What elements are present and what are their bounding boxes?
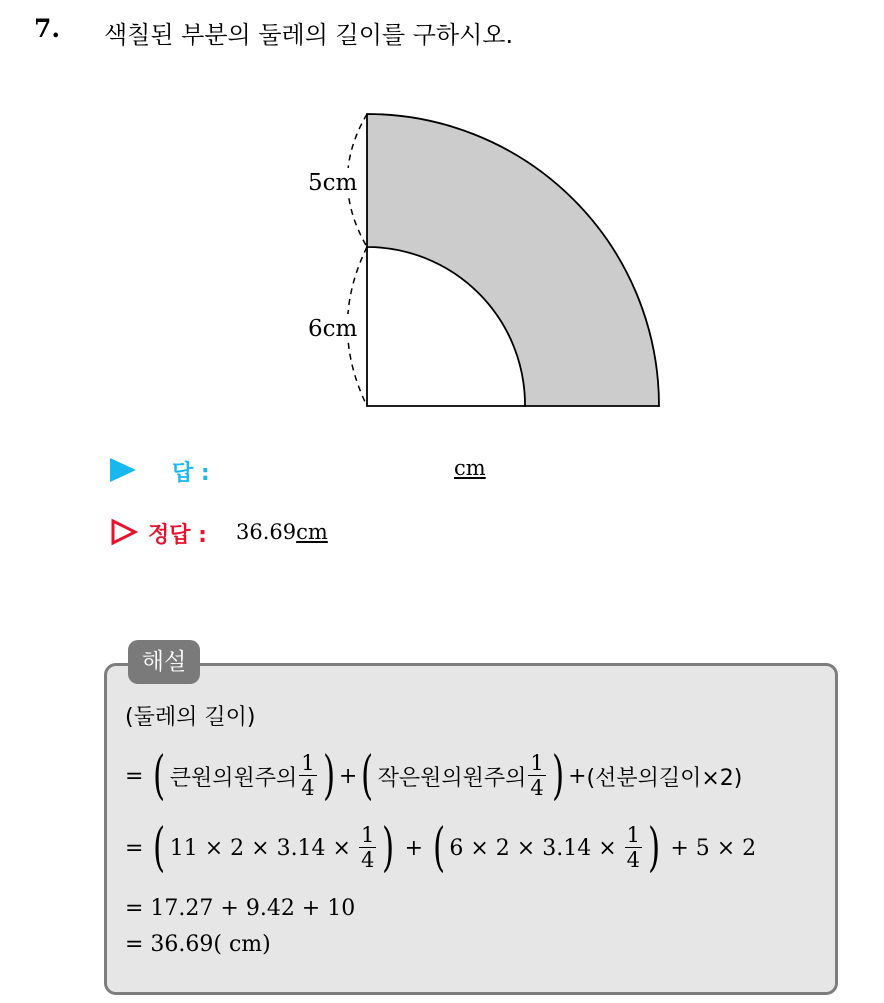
big-circle-calc: 11 × 2 × 3.14 × [169, 835, 351, 861]
fraction-numerator: 1 [530, 750, 544, 775]
fraction-denominator: 4 [530, 776, 544, 800]
solution-line-1-text: (둘레의 길이) [125, 705, 256, 730]
open-paren: ( [153, 746, 166, 806]
answer-label: 답 : [172, 461, 210, 486]
open-paren: ( [433, 818, 446, 878]
small-circle-term: 작은원의원주의 [377, 765, 527, 791]
fraction-numerator: 1 [626, 822, 641, 847]
solution-line-1 [125, 700, 255, 731]
fraction-denominator: 4 [626, 848, 641, 872]
open-paren: ( [153, 818, 166, 878]
shaded-ring-region [367, 114, 659, 406]
solution-line-5 [125, 932, 271, 957]
fraction [625, 824, 642, 872]
correct-answer-value [236, 520, 328, 544]
correct-answer-number: 36.69 [236, 520, 297, 544]
correct-answer-unit: cm [296, 520, 328, 544]
inner-radius-label: 6cm [308, 316, 358, 342]
solution-line-3 [125, 818, 757, 878]
fraction [299, 752, 316, 800]
eq-sign: = [125, 835, 144, 861]
answer-row [110, 454, 530, 488]
quarter-ring-figure [300, 100, 680, 420]
segment-term: (선분의길이×2) [586, 765, 743, 791]
solution-line-4 [125, 896, 355, 921]
solution-line-5-text: = 36.69( cm) [125, 932, 271, 957]
fraction [359, 824, 376, 872]
correct-answer-row [110, 516, 530, 550]
plus-sign: + [568, 763, 587, 789]
play-arrow-icon [110, 458, 136, 482]
solution-tag: 해설 [128, 640, 200, 684]
fraction-denominator: 4 [301, 776, 315, 800]
fraction-numerator: 1 [301, 750, 315, 775]
outer-width-label: 5cm [308, 170, 358, 196]
close-paren: ) [551, 746, 565, 806]
big-circle-term: 큰원의원주의 [169, 765, 298, 791]
correct-answer-label: 정답 : [148, 523, 207, 548]
fraction-denominator: 4 [360, 848, 375, 872]
fraction-numerator: 1 [360, 822, 375, 847]
answer-unit: cm [454, 456, 486, 480]
solution-line-2 [125, 746, 743, 806]
close-paren: ) [648, 818, 661, 878]
fraction [528, 752, 545, 800]
segment-calc: + 5 × 2 [670, 835, 757, 861]
question-text: 색칠된 부분의 둘레의 길이를 구하시오. [104, 21, 514, 49]
open-paren: ( [361, 746, 374, 806]
close-paren: ) [382, 818, 395, 878]
small-circle-calc: 6 × 2 × 3.14 × [449, 835, 617, 861]
eq-sign: = [125, 763, 144, 789]
question-number: 7. [34, 14, 61, 43]
solution-line-4-text: = 17.27 + 9.42 + 10 [125, 896, 356, 921]
close-paren: ) [322, 746, 335, 806]
outline-arrow-icon [110, 518, 138, 546]
plus-sign: + [404, 835, 424, 861]
plus-sign: + [338, 763, 358, 789]
